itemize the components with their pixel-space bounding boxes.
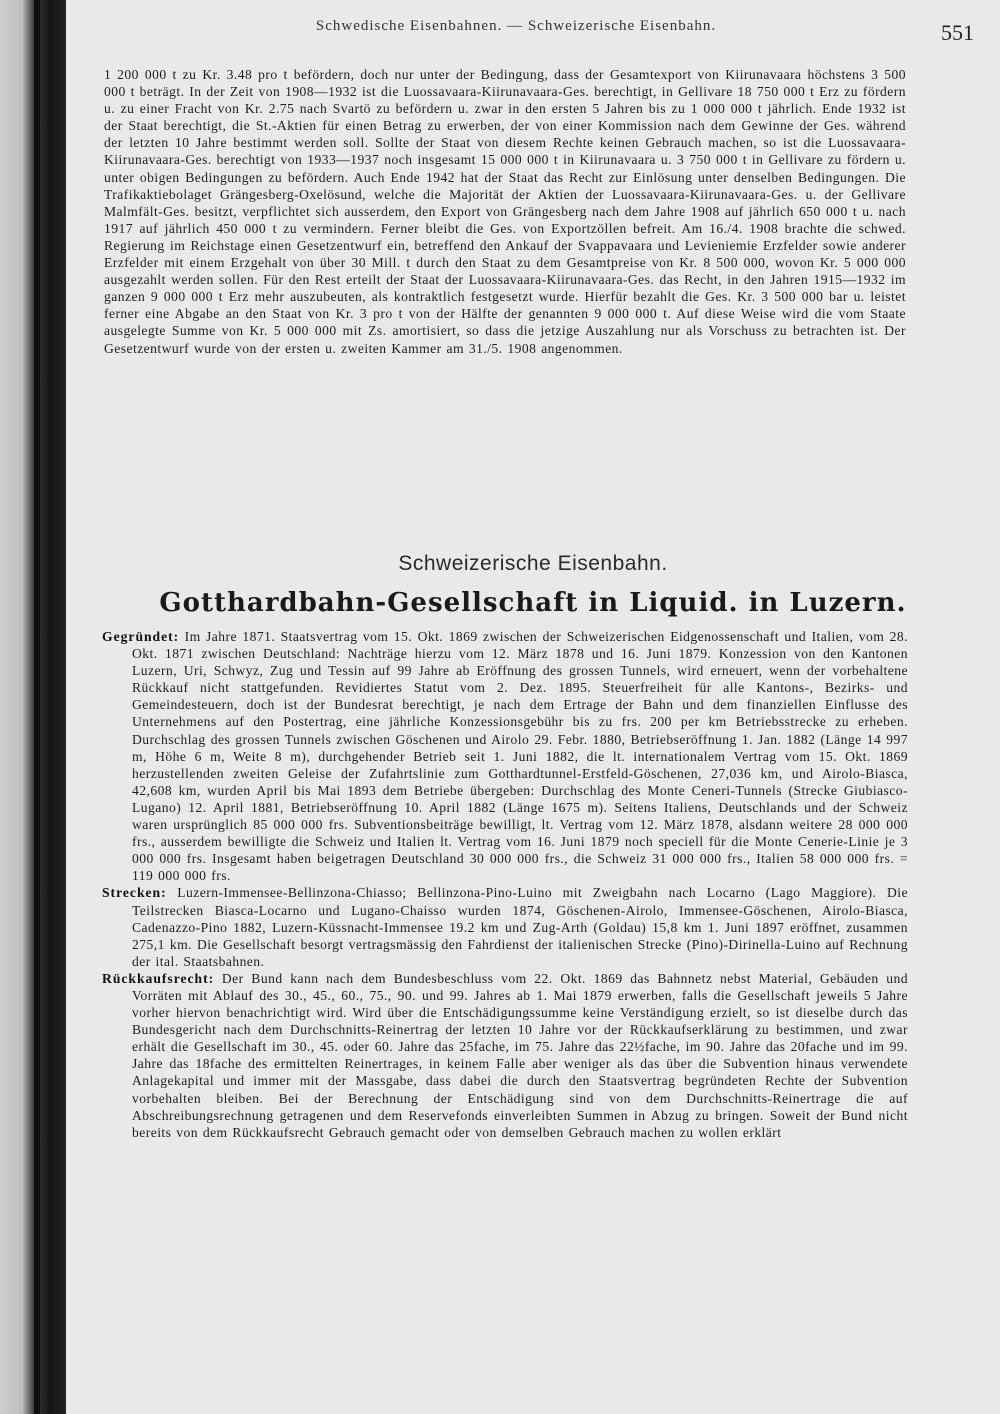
entry-text: Der Bund kann nach dem Bundesbeschluss vom 22. Okt. 1869 das Bahnnetz nebst Material, Gebäuden und Vorräten mit Ablauf des 30., 45., 60., 75., 90. und 99. Jahres ab 1. Mai 1879 erwerben, falls die Gesellschaft jeweils 5 Jahre vorher hiervon benachrichtigt wird. Wird über die Entschädigungssumme keine Verständigung erzielt, so ist dieselbe durch das Bundesgericht nach dem Durchschnitts-Reinertrag der letzten 10 Jahre vor der Rückkaufserklärung zu bestimmen, und zwar erhält die Gesellschaft im 30., 45. oder 60. Jahre das 25fache, im 75. Jahre das 22½fache, im 90. Jahre das 20fache und im 99. Jahre das 18fache des ermittelten Reinertrages, in keinem Falle aber weniger als das über die Subvention hinaus verwendete Anlagekapital und immer mit der Massgabe, dass dabei die durch den Staatsvertrag begründeten Rechte der Subvention vorbehalten bleiben. Bei der Berechnung der Entschädigung sind von dem Durchschnitts-Reinertrage die auf Abschreibungsrechnung getragenen und dem Reservefonds einverleibten Summen in Abzug zu bringen. Soweit der Bund nicht bereits von dem Rückkaufsrecht Gebrauch gemacht oder von demselben Gebrauch machen zu wollen erklärt	[132, 970, 908, 1140]
running-header: Schwedische Eisenbahnen. — Schweizerische Eisenbahn.	[315, 18, 717, 34]
binding-gutter-line	[34, 0, 40, 1414]
page-number: 551	[941, 20, 974, 45]
company-title: Gotthardbahn-Gesellschaft in Liquid. in Luzern.	[159, 588, 907, 618]
section-heading: Schweizerische Eisenbahn.	[398, 552, 668, 575]
book-binding-shadow	[0, 0, 66, 1414]
intro-paragraph: 1 200 000 t zu Kr. 3.48 pro t befördern, doch nur unter der Bedingung, dass der Gesamtexport von Kiirunavaara höchstens 3 500 000 t beträgt. In der Zeit von 1908—1932 ist die Luossavaara-Kiirunavaara-Ges. berechtigt, in Gellivare 18 750 000 t Erz zu fördern u. zu einer Fracht von Kr. 2.75 nach Svartö zu befördern u. zwar in den ersten 5 Jahren bis zu 1 000 000 t jährlich. Ende 1932 ist der Staat berechtigt, die St.-Aktien für einen Betrag zu erwerben, der von einer Kommission nach dem Gewinne der Ges. während der letzten 10 Jahre bestimmt werden soll. Sollte der Staat von diesem Rechte keinen Gebrauch machen, so ist die Luossavaara-Kiirunavaara-Ges. berechtigt von 1933—1937 noch insgesamt 15 000 000 t in Kiirunavaara u. 3 750 000 t in Gellivare zu fördern u. unter obigen Bedingungen zu befördern. Auch Ende 1942 hat der Staat das Recht zur Einlösung unter denselben Bedingungen. Die Trafikaktiebolaget Grängesberg-Oxelösund, welche die Majorität der Aktien der Luossavaara-Kiirunavaara-Ges. u. der Gellivare Malmfält-Ges. besitzt, verpflichtet sich ausserdem, den Export von Grängesberg nach dem Jahre 1908 auf jährlich 650 000 t u. nach 1917 auf jährlich 450 000 t zu vermindern. Ferner bleibt die Ges. von Exportzöllen befreit. Am 16./4. 1908 brachte die schwed. Regierung im Reichstage einen Gesetzentwurf ein, betreffend den Ankauf der Svappavaara und Levieniemie Erzfelder sowie anderer Erzfelder mit einem Erzgehalt von über 30 Mill. t durch den Staat zu dem Gesamtpreise von Kr. 8 500 000, wovon Kr. 5 000 000 ausgezahlt werden sollen. Für den Rest erteilt der Staat der Luossavaara-Kiirunavaara-Ges. das Recht, in den Jahren 1915—1932 im ganzen 9 000 000 t Erz mehr auszubeuten, als kontraktlich festgesetzt wurde. Hierfür bezahlt die Ges. Kr. 3 500 000 bar u. leistet ferner eine Abgabe an den Staat von Kr. 3 pro t von der Hälfte der genannten 9 000 000 t. Auf diese Weise wird die vom Staate ausgelegte Summe von Kr. 5 000 000 mit Zs. amortisiert, so dass die jetzige Auszahlung nur als Vorschuss zu betrachten ist. Der Gesetzentwurf wurde von der ersten u. zweiten Kammer am 31./5. 1908 angenommen.	[104, 67, 906, 356]
entry-rueckkaufsrecht	[102, 970, 908, 1141]
entry-text: Luzern-Immensee-Bellinzona-Chiasso; Bellinzona-Pino-Luino mit Zweigbahn nach Locarno (Lago Maggiore). Die Teilstrecken Biasca-Locarno und Lugano-Chaisso wurden 1874, Göschenen-Airolo, Immensee-Göschenen, Airolo-Biasca, Cadenazzo-Pino 1882, Luzern-Küssnacht-Immensee 19.2 km und Zug-Arth (Goldau) 15,8 km 1. Juni 1897 eröffnet, zusammen 275,1 km. Die Gesellschaft besorgt vertragsmässig den Fahrdienst der italienischen Strecke (Pino)-Dirinella-Luino auf Rechnung der ital. Staatsbahnen.	[132, 885, 908, 969]
entry-gegruendet	[102, 628, 908, 884]
document-page	[66, 0, 1000, 1414]
entry-text: Im Jahre 1871. Staatsvertrag vom 15. Okt. 1869 zwischen der Schweizerischen Eidgenossenschaft und Italien, vom 28. Okt. 1871 zwischen Deutschland: Nachträge hierzu vom 12. März 1878 und 16. Juni 1879. Konzession von den Kantonen Luzern, Uri, Schwyz, Zug und Tessin auf 99 Jahre ab Eröffnung des grossen Tunnels, wird erneuert, wenn der vorbehaltene Rückkauf nicht stattgefunden. Revidiertes Statut vom 2. Dez. 1895. Steuerfreiheit für alle Kantons-, Bezirks- und Gemeindesteuern, doch ist der Bundesrat berechtigt, je nach dem Ertrage der Bahn und dem finanziellen Einflusse des Unternehmens auf den Postertrag, eine jährliche Konzessionsgebühr bis zu frs. 200 per km Betriebsstrecke zu erheben. Durchschlag des grossen Tunnels zwischen Göschenen und Airolo 29. Febr. 1880, Betriebseröffnung 1. Jan. 1882 (Länge 14 997 m, Höhe 6 m, Weite 8 m), durchgehender Betrieb seit 1. Juni 1882, die lt. internationalem Vertrag vom 15. Okt. 1869 herzustellenden zweiten Geleise der Zufahrtslinie zum Gotthardtunnel-Erstfeld-Göschenen, 27,036 km, und Airolo-Biasca, 42,608 km, wurden April bis Mai 1893 dem Betriebe übergeben: Durchschlag des Monte Ceneri-Tunnels (Strecke Giubiasco-Lugano) 12. April 1881, Betriebseröffnung 10. April 1882 (Länge 1675 m). Seitens Italiens, Deutschlands und der Schweiz waren ursprünglich 85 000 000 frs. Subventionsbeiträge bewilligt, lt. Vertrag vom 12. März 1878, alsdann weitere 28 000 000 frs., ausserdem bewilligte die Schweiz und Italien lt. Vertrag vom 16. Juni 1879 noch speciell für die Monte Cenerie-Linie je 3 000 000 frs. Insgesamt haben beigetragen Deutschland 30 000 000 frs., die Schweiz 31 000 000 frs., Italien 58 000 000 frs. = 119 000 000 frs.	[132, 629, 908, 884]
entry-label: Gegründet:	[102, 629, 180, 644]
entry-label: Rückkaufsrecht:	[102, 970, 215, 986]
entry-label: Strecken:	[102, 885, 167, 901]
entry-strecken	[102, 884, 908, 969]
company-entries	[102, 628, 908, 1141]
